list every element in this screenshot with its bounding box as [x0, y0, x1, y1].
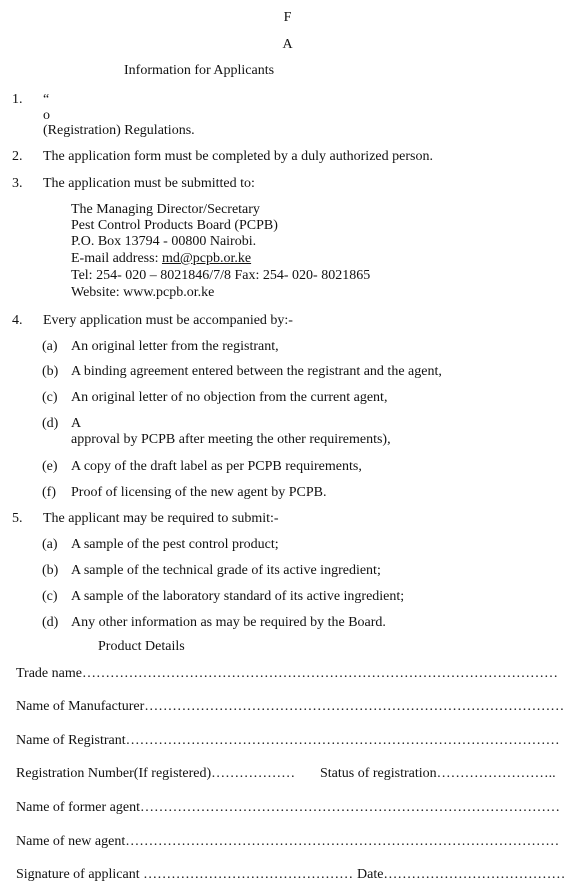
item-5c-text: A sample of the laboratory standard of its active ingredient;: [71, 589, 405, 604]
product-details-heading: Product Details: [98, 639, 185, 654]
address-website-line: Website: www.pcpb.or.ke: [71, 285, 215, 300]
manufacturer-field[interactable]: Name of Manufacturer………………………………………………………………………………: [16, 699, 565, 714]
form-number: F: [283, 10, 292, 25]
item-4a-letter: (a): [42, 339, 58, 354]
item-4d-line-2: approval by PCPB after meeting the other requirements),: [71, 432, 391, 447]
signature-field[interactable]: Signature of applicant ………………………………………: [16, 867, 354, 882]
item-4e-text: A copy of the draft label as per PCPB requirements,: [71, 459, 362, 474]
item-5a-letter: (a): [42, 537, 58, 552]
item-1-line-1: “: [43, 92, 50, 107]
address-email-line: [71, 250, 251, 267]
registrant-field[interactable]: Name of Registrant…………………………………………………………………………………: [16, 733, 560, 748]
trade-name-field[interactable]: Trade name…………………………………………………………………………………………: [16, 666, 558, 681]
form-title: A: [282, 37, 293, 52]
item-4c-letter: (c): [42, 390, 58, 405]
item-5-text: The applicant may be required to submit:-: [43, 511, 279, 526]
item-3-text: The application must be submitted to:: [43, 176, 255, 191]
item-1-line-2: o: [43, 108, 50, 123]
item-4c-text: An original letter of no objection from the current agent,: [71, 390, 388, 405]
item-5b-letter: (b): [42, 563, 59, 578]
item-4d-line-1: A: [71, 416, 82, 431]
item-5b-text: A sample of the technical grade of its active ingredient;: [71, 563, 381, 578]
item-4-text: Every application must be accompanied by:-: [43, 313, 293, 328]
info-heading: Information for Applicants: [124, 63, 275, 78]
item-1-number: 1.: [12, 92, 23, 107]
item-1-line-3: (Registration) Regulations.: [43, 123, 195, 138]
address-line-3: P.O. Box 13794 - 00800 Nairobi.: [71, 234, 257, 249]
item-2-number: 2.: [12, 149, 23, 164]
former-agent-field[interactable]: Name of former agent………………………………………………………………………………: [16, 800, 560, 815]
item-5d-letter: (d): [42, 615, 59, 630]
item-4d-letter: (d): [42, 416, 59, 431]
item-3-number: 3.: [12, 176, 23, 191]
item-2-text: The application form must be completed by a duly authorized person.: [43, 149, 433, 164]
item-4b-text: A binding agreement entered between the registrant and the agent,: [71, 364, 442, 379]
item-4e-letter: (e): [42, 459, 58, 474]
address-phone-line: Tel: 254- 020 – 8021846/7/8 Fax: 254- 020- 8021865: [71, 268, 371, 283]
email-link[interactable]: md@pcpb.or.ke: [161, 251, 252, 266]
address-line-1: The Managing Director/Secretary: [71, 202, 260, 217]
item-5-number: 5.: [12, 511, 23, 526]
registration-number-field[interactable]: Registration Number(If registered)………………: [16, 766, 296, 781]
item-5a-text: A sample of the pest control product;: [71, 537, 279, 552]
item-4f-text: Proof of licensing of the new agent by PCPB.: [71, 485, 327, 500]
item-4f-letter: (f): [42, 485, 56, 500]
item-4a-text: An original letter from the registrant,: [71, 339, 279, 354]
new-agent-field[interactable]: Name of new agent…………………………………………………………………………………: [16, 834, 560, 849]
item-5d-text: Any other information as may be required by the Board.: [71, 615, 386, 630]
item-4b-letter: (b): [42, 364, 59, 379]
item-5c-letter: (c): [42, 589, 58, 604]
email-label: E-mail address:: [71, 251, 162, 266]
address-line-2: Pest Control Products Board (PCPB): [71, 218, 278, 233]
item-4-number: 4.: [12, 313, 23, 328]
registration-status-field[interactable]: Status of registration……………………..: [320, 766, 556, 781]
date-field[interactable]: Date…………………………………: [357, 867, 566, 882]
